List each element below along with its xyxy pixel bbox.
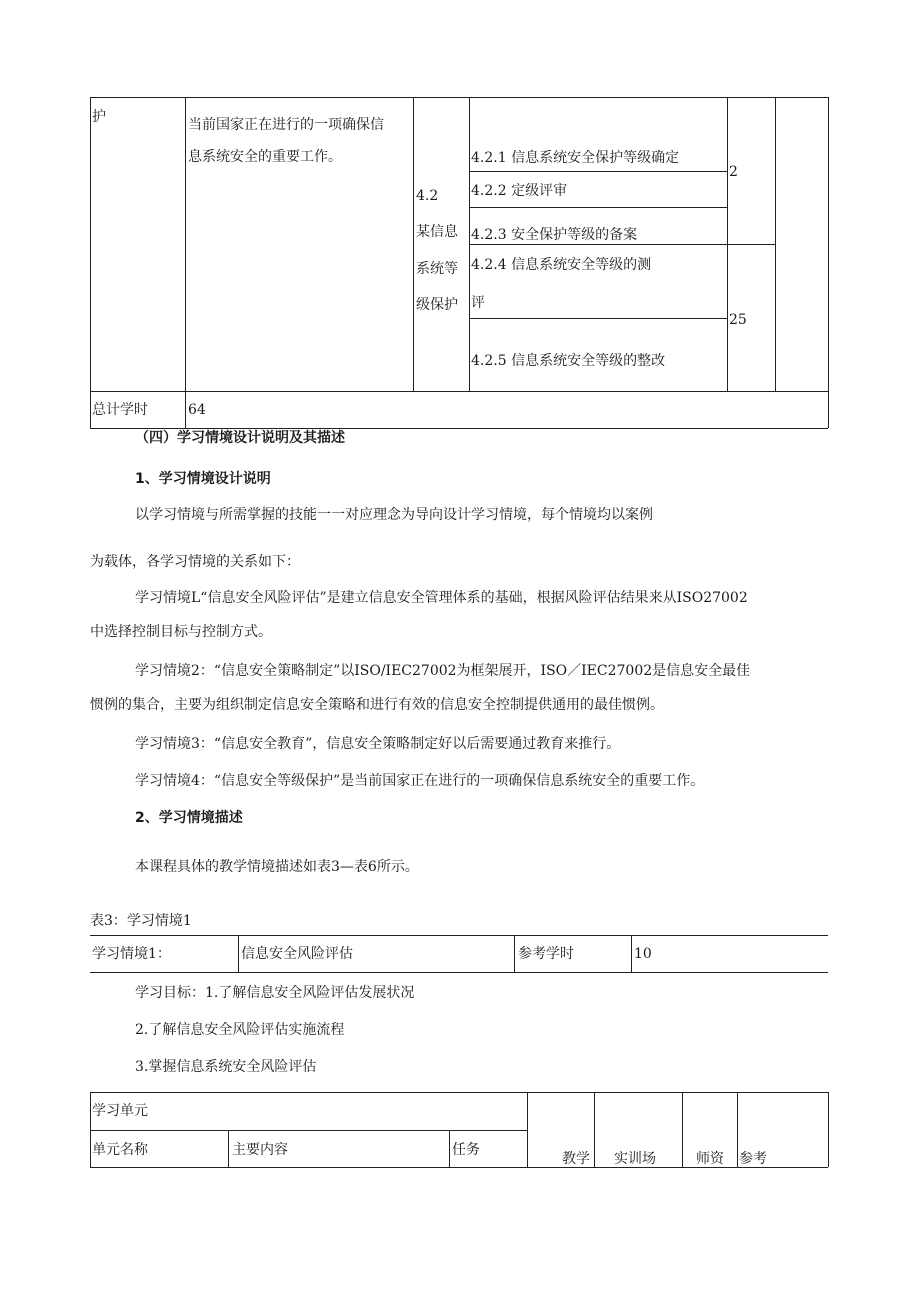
goal-line-1: 学习目标：1.了解信息安全风险评估发展状况 (135, 985, 415, 1001)
paragraph-1-line-1: 以学习情境与所需掌握的技能一一对应理念为导向设计学习情境，每个情境均以案例 (135, 507, 653, 523)
paragraph-1-line-2: 为载体，各学习情境的关系如下： (90, 554, 300, 570)
subheading-1: 1、学习情境设计说明 (135, 471, 271, 487)
task-item-cont: 评 (471, 295, 485, 311)
row-stage-label: 护 (92, 109, 106, 125)
section-heading: （四）学习情境设计说明及其描述 (135, 430, 345, 446)
hours-value: 25 (729, 312, 747, 328)
task-item: 4.2.1 信息系统安全保护等级确定 (471, 150, 680, 166)
task-item: 4.2.4 信息系统安全等级的测 (471, 257, 652, 273)
content-header: 主要内容 (232, 1142, 288, 1158)
context-value: 信息安全风险评估 (241, 946, 353, 962)
subheading-2: 2、学习情境描述 (135, 810, 243, 826)
task-item: 4.2.5 信息系统安全等级的整改 (471, 353, 666, 369)
hours-label: 参考学时 (518, 946, 574, 962)
hours-value: 10 (634, 946, 652, 962)
paragraph-5: 学习情境4：“信息安全等级保护”是当前国家正在进行的一项确保信息系统安全的重要工作。 (135, 773, 705, 789)
reference-header: 参考 (739, 1151, 767, 1167)
context-label: 学习情境1： (92, 946, 171, 962)
total-hours-label: 总计学时 (92, 402, 148, 418)
table-caption: 表3：学习情境1 (90, 913, 192, 929)
hours-value: 2 (729, 164, 738, 180)
teaching-header: 教学 (562, 1151, 590, 1167)
paragraph-3-line-1: 学习情境2：“信息安全策略制定”以ISO/IEC27002为框架展开，ISO／IEC27002是信息安全最佳 (135, 663, 751, 679)
task-header: 任务 (452, 1142, 480, 1158)
task-item: 4.2.2 定级评审 (471, 183, 568, 199)
section-label-line-2: 某信息 (416, 224, 458, 240)
paragraph-6: 本课程具体的教学情境描述如表3—表6所示。 (135, 859, 419, 875)
paragraph-3-line-2: 惯例的集合，主要为组织制定信息安全策略和进行有效的信息安全控制提供通用的最佳惯例。 (90, 697, 664, 713)
section-label-line-1: 4.2 (416, 188, 439, 204)
goal-line-3: 3.掌握信息系统安全风险评估 (135, 1059, 317, 1075)
unit-name-header: 单元名称 (92, 1142, 148, 1158)
task-item: 4.2.3 安全保护等级的备案 (471, 227, 638, 243)
row-description-line-2: 息系统安全的重要工作。 (188, 149, 342, 165)
paragraph-2-line-1: 学习情境L“信息安全风险评估”是建立信息安全管理体系的基础，根据风险评估结果来从ISO27002 (135, 590, 748, 606)
section-label-line-4: 级保护 (416, 297, 458, 313)
lab-header: 实训场 (614, 1151, 656, 1167)
goal-line-2: 2.了解信息安全风险评估实施流程 (135, 1022, 345, 1038)
teacher-header: 师资 (696, 1151, 724, 1167)
paragraph-4: 学习情境3：“信息安全教育”，信息安全策略制定好以后需要通过教育来推行。 (135, 736, 621, 752)
section-label-line-3: 系统等 (416, 261, 458, 277)
total-hours-value: 64 (188, 402, 206, 418)
unit-header: 学习单元 (92, 1103, 148, 1119)
row-description-line-1: 当前国家正在进行的一项确保信 (188, 117, 384, 133)
paragraph-2-line-2: 中选择控制目标与控制方式。 (90, 624, 272, 640)
